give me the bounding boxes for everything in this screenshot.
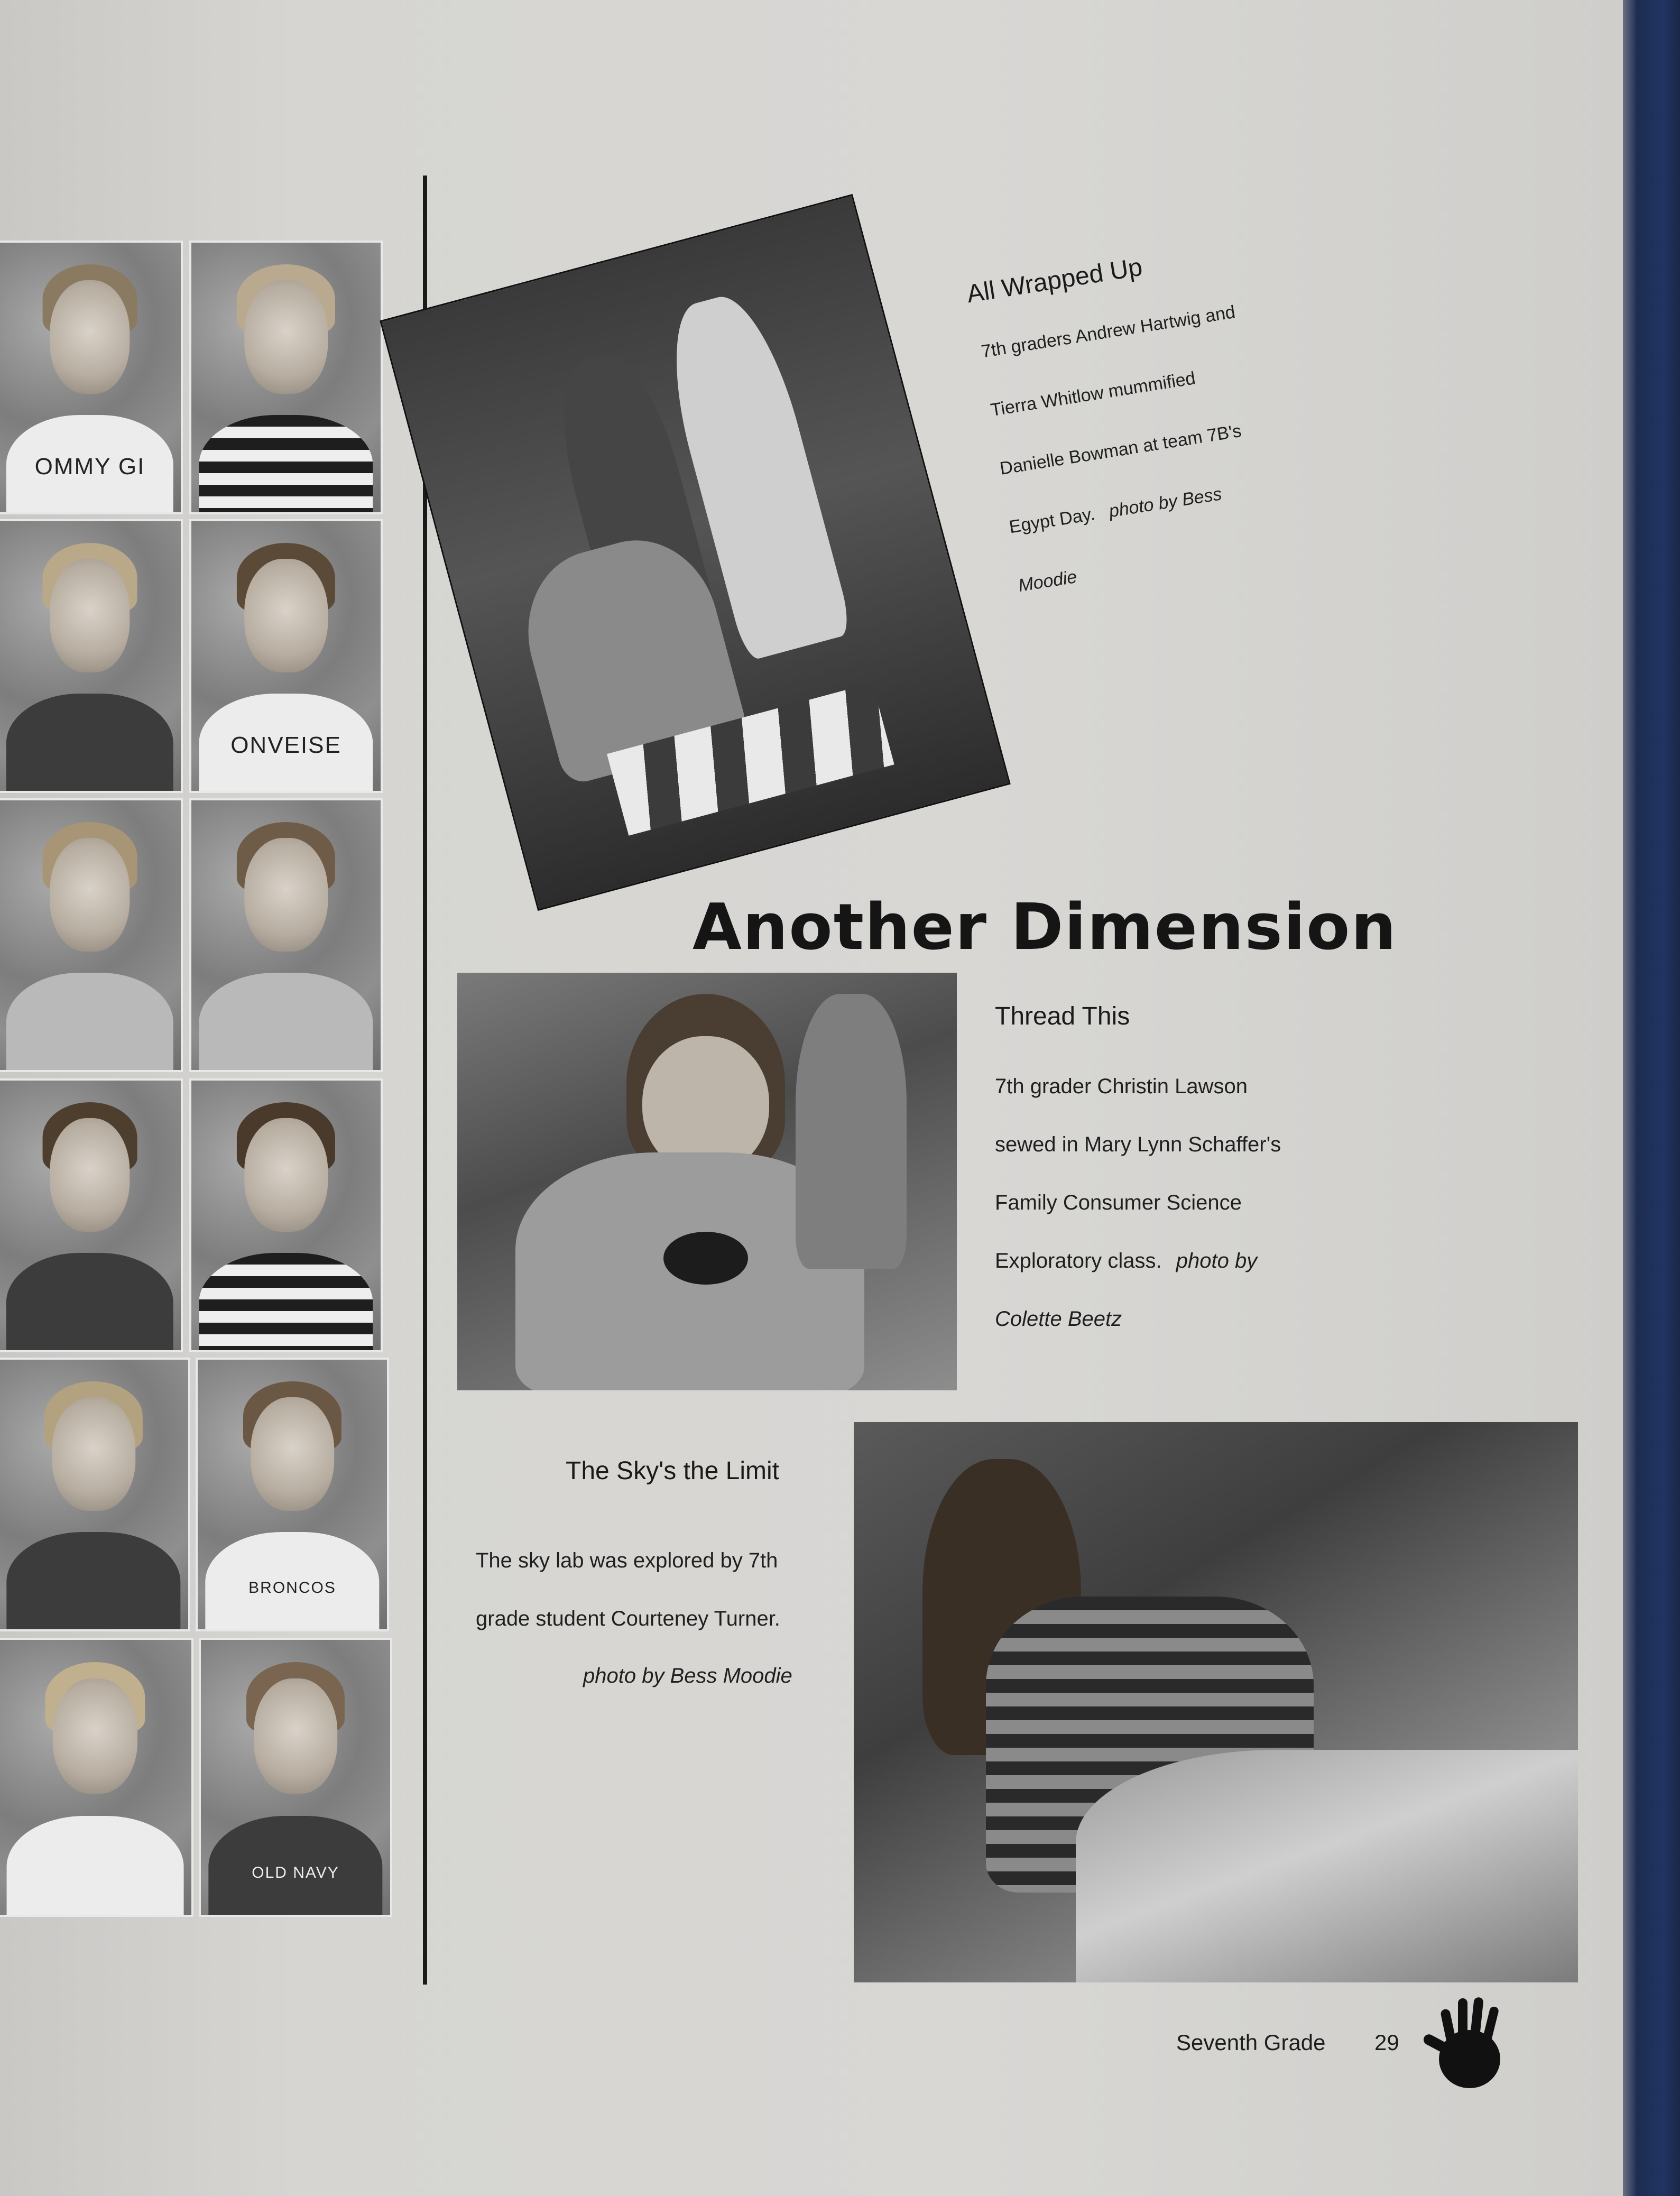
caption-line: sewed in Mary Lynn Schaffer's — [995, 1133, 1281, 1156]
photo-credit: photo by — [1176, 1249, 1258, 1272]
shirt-text: OMMY GI — [34, 453, 145, 479]
student-portrait — [0, 1638, 193, 1917]
student-portrait — [199, 1638, 392, 1917]
caption-line — [995, 1249, 1257, 1273]
caption-title: Thread This — [995, 1002, 1130, 1030]
photo-credit: Colette Beetz — [995, 1307, 1122, 1331]
student-portrait — [0, 798, 183, 1072]
caption-line: Family Consumer Science — [995, 1191, 1242, 1214]
book-spine — [1623, 0, 1680, 2196]
footer-section: Seventh Grade — [1176, 2030, 1326, 2055]
caption-line: Danielle Bowman at team 7B's — [998, 420, 1243, 479]
student-portrait — [0, 1078, 183, 1352]
caption-line: 7th graders Andrew Hartwig and — [980, 301, 1237, 362]
caption-title: The Sky's the Limit — [566, 1457, 779, 1485]
student-portrait — [0, 1358, 190, 1631]
photo-thread-this — [457, 973, 957, 1390]
photo-credit: photo by Bess Moodie — [583, 1664, 792, 1687]
photo-credit: photo by Bess — [1107, 484, 1223, 522]
caption-text: Egypt Day. — [1008, 504, 1096, 538]
shirt-text: ONVEISE — [230, 732, 341, 758]
student-portrait — [189, 798, 383, 1072]
caption-line: grade student Courteney Turner. — [476, 1607, 780, 1630]
caption-line: The sky lab was explored by 7th — [476, 1549, 778, 1572]
handprint-icon — [1417, 1988, 1517, 2093]
page-number: 29 — [1374, 2030, 1399, 2055]
page-headline: Another Dimension — [693, 891, 1397, 964]
student-portrait — [189, 241, 383, 514]
photo-credit: Moodie — [1017, 566, 1078, 596]
student-portrait — [196, 1358, 389, 1631]
student-portrait — [0, 241, 183, 514]
shirt-text: BRONCOS — [248, 1579, 336, 1597]
shirt-text: OLD NAVY — [252, 1863, 339, 1881]
caption-text: Exploratory class. — [995, 1249, 1162, 1272]
caption-line — [1008, 484, 1223, 538]
caption-title: All Wrapped Up — [965, 253, 1144, 309]
caption-all-wrapped-up — [965, 217, 1425, 677]
caption-line: Tierra Whitlow mummified — [989, 368, 1197, 421]
student-portrait — [0, 519, 183, 793]
student-portrait — [189, 519, 383, 793]
student-portrait — [189, 1078, 383, 1352]
caption-line: 7th grader Christin Lawson — [995, 1075, 1248, 1098]
photo-sky-lab — [854, 1422, 1578, 1982]
